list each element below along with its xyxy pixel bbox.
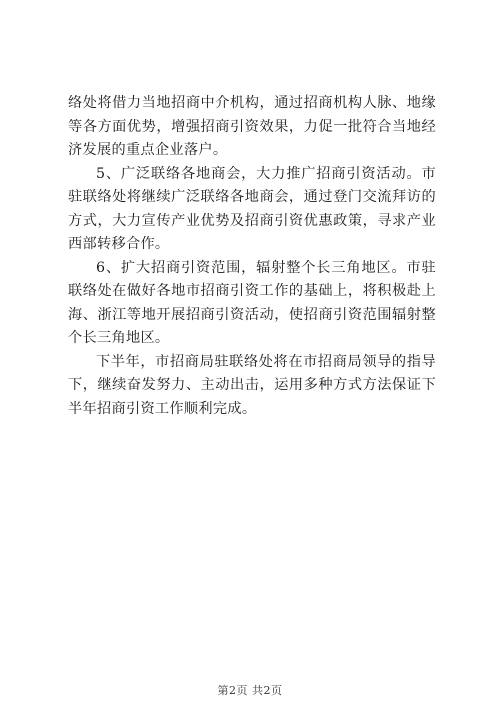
page-number-label: 第2页 共2页: [217, 684, 283, 697]
paragraph-continuation: 络处将借力当地招商中介机构，通过招商机构人脉、地缘等各方面优势，增强招商引资效果，力促一批符合当地经济发展的重点企业落户。: [68, 95, 436, 158]
paragraph-conclusion: 下半年，市招商局驻联络处将在市招商局领导的指导下，继续奋发努力、主动出击，运用多种方式方法保证下半年招商引资工作顺利完成。: [68, 353, 436, 417]
page-footer: [0, 682, 500, 698]
paragraph-item-6: 6、扩大招商引资范围，辐射整个长三角地区。市驻联络处在做好各地市招商引资工作的基础上，将积极赴上海、浙江等地开展招商引资活动，使招商引资范围辐射整个长三角地区。: [68, 259, 436, 346]
paragraph-item-5: 5、广泛联络各地商会，大力推广招商引资活动。市驻联络处将继续广泛联络各地商会，通过登门交流拜访的方式，大力宣传产业优势及招商引资优惠政策，寻求产业西部转移合作。: [68, 165, 436, 252]
document-body: [68, 92, 436, 421]
